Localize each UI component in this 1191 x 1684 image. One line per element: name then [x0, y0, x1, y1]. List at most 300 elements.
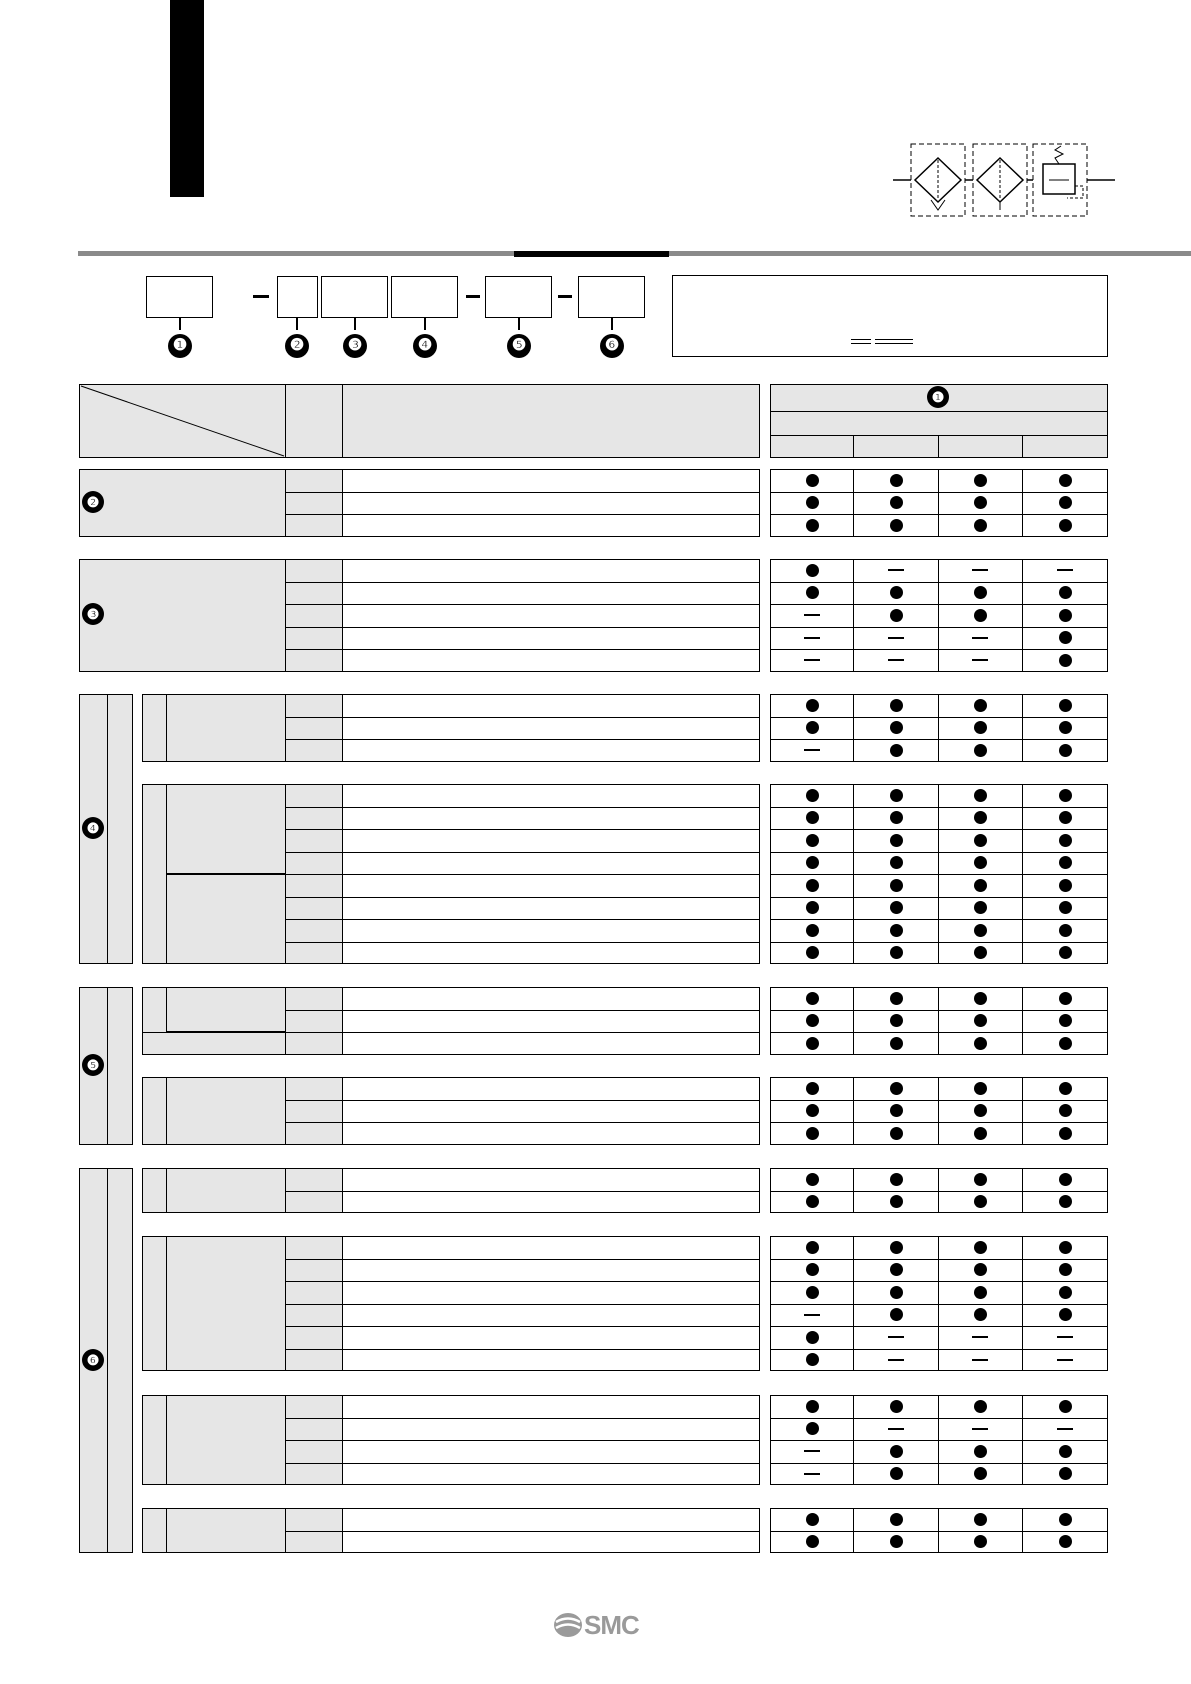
availability-dot-icon [1059, 1513, 1072, 1526]
availability-dot-icon [1059, 946, 1072, 959]
availability-dot-icon [974, 519, 987, 532]
unavailable-dash-icon [1057, 569, 1073, 571]
section-sub-cell [107, 694, 133, 964]
availability-dot-icon [890, 946, 903, 959]
availability-dot-icon [1059, 856, 1072, 869]
availability-dot-icon [806, 1104, 819, 1117]
availability-dot-icon [806, 1400, 819, 1413]
note-underline [851, 343, 871, 344]
group-label-cell [166, 1077, 286, 1145]
row-rule [285, 627, 760, 628]
availability-dot-icon [1059, 519, 1072, 532]
row-rule [770, 1191, 1108, 1192]
grid-col-rule [1022, 559, 1023, 672]
row-rule [285, 1326, 760, 1327]
row-rule [285, 852, 760, 853]
header-col-rule [938, 435, 939, 458]
unavailable-dash-icon [972, 569, 988, 571]
row-rule [770, 874, 1108, 875]
symbol-grid [770, 559, 1108, 672]
availability-dot-icon [1059, 1173, 1072, 1186]
row-rule [285, 942, 760, 943]
row-rule [285, 897, 760, 898]
availability-dot-icon [806, 564, 819, 577]
row-rule [770, 897, 1108, 898]
header-col-rule [853, 435, 854, 458]
availability-dot-icon [890, 1513, 903, 1526]
availability-dot-icon [1059, 654, 1072, 667]
availability-dot-icon [1059, 1014, 1072, 1027]
section-marker: ❹ [82, 817, 104, 839]
availability-dot-icon [890, 811, 903, 824]
availability-dot-icon [1059, 834, 1072, 847]
availability-dot-icon [890, 879, 903, 892]
description-column [342, 1077, 760, 1145]
group-sub-tab [142, 694, 167, 762]
availability-dot-icon [974, 1513, 987, 1526]
availability-dot-icon [806, 789, 819, 802]
group-sub-tab [142, 784, 167, 964]
group-label-cell [166, 1395, 286, 1485]
availability-dot-icon [974, 586, 987, 599]
header-rule [770, 411, 1108, 412]
availability-dot-icon [806, 586, 819, 599]
row-rule [770, 1531, 1108, 1532]
row-rule [285, 1349, 760, 1350]
section-sub-cell [107, 1168, 133, 1553]
unavailable-dash-icon [972, 1359, 988, 1361]
availability-dot-icon [974, 609, 987, 622]
grid-col-rule [853, 1077, 854, 1145]
group-label-cell [166, 1236, 286, 1371]
availability-dot-icon [890, 789, 903, 802]
code-connector [611, 318, 613, 330]
grid-col-rule [1022, 1077, 1023, 1145]
availability-dot-icon [974, 1173, 987, 1186]
section-marker: ❸ [82, 603, 104, 625]
group-sub-tab [142, 1077, 167, 1145]
availability-dot-icon [806, 1082, 819, 1095]
availability-dot-icon [890, 1263, 903, 1276]
availability-dot-icon [806, 992, 819, 1005]
code-column [285, 987, 343, 1055]
availability-dot-icon [806, 1331, 819, 1344]
availability-dot-icon [1059, 992, 1072, 1005]
availability-dot-icon [890, 474, 903, 487]
availability-dot-icon [1059, 1082, 1072, 1095]
row-rule [285, 1100, 760, 1101]
code-separator [253, 295, 269, 298]
code-marker-3: ❸ [343, 334, 367, 358]
availability-dot-icon [974, 834, 987, 847]
unavailable-dash-icon [804, 1314, 820, 1316]
availability-dot-icon [1059, 1467, 1072, 1480]
grid-col-rule [853, 559, 854, 672]
unavailable-dash-icon [804, 1450, 820, 1452]
availability-dot-icon [806, 1037, 819, 1050]
row-rule [770, 1463, 1108, 1464]
code-marker-2: ❷ [285, 334, 309, 358]
availability-dot-icon [1059, 609, 1072, 622]
row-rule [770, 739, 1108, 740]
availability-dot-icon [890, 609, 903, 622]
availability-dot-icon [806, 1014, 819, 1027]
availability-dot-icon [974, 901, 987, 914]
code-column [285, 559, 343, 672]
table-header-description [342, 384, 760, 458]
row-rule [770, 717, 1108, 718]
row-rule [770, 1010, 1108, 1011]
column-group-marker: ❶ [927, 386, 949, 408]
availability-dot-icon [974, 789, 987, 802]
grid-col-rule [853, 987, 854, 1055]
availability-dot-icon [974, 1127, 987, 1140]
availability-dot-icon [890, 699, 903, 712]
section-rule-accent [514, 251, 669, 257]
code-marker-5: ❺ [507, 334, 531, 358]
section-marker: ❻ [82, 1349, 104, 1371]
header-col-rule [1022, 435, 1023, 458]
row-rule [285, 492, 760, 493]
footer-logo-text: SMC [584, 1610, 639, 1640]
row-rule [770, 1259, 1108, 1260]
code-box-3 [321, 276, 388, 318]
row-rule [770, 942, 1108, 943]
description-column [342, 559, 760, 672]
row-rule [770, 1032, 1108, 1033]
availability-dot-icon [806, 1263, 819, 1276]
availability-dot-icon [806, 924, 819, 937]
availability-dot-icon [1059, 1195, 1072, 1208]
code-box-6 [578, 276, 645, 318]
row-rule [770, 1440, 1108, 1441]
group-label-cell [166, 1168, 286, 1213]
description-column [342, 987, 760, 1055]
availability-dot-icon [1059, 1308, 1072, 1321]
availability-dot-icon [974, 1445, 987, 1458]
availability-dot-icon [890, 1195, 903, 1208]
availability-dot-icon [974, 1037, 987, 1050]
row-rule [285, 1418, 760, 1419]
unavailable-dash-icon [1057, 1428, 1073, 1430]
availability-dot-icon [974, 811, 987, 824]
row-rule [285, 604, 760, 605]
group-sub-tab [142, 1395, 167, 1485]
availability-dot-icon [806, 474, 819, 487]
availability-dot-icon [890, 744, 903, 757]
row-rule [285, 1010, 760, 1011]
smc-logo-icon [552, 1611, 584, 1639]
row-rule [285, 717, 760, 718]
availability-dot-icon [974, 924, 987, 937]
code-column [285, 469, 343, 537]
availability-dot-icon [974, 1263, 987, 1276]
availability-dot-icon [806, 901, 819, 914]
availability-dot-icon [890, 1104, 903, 1117]
availability-dot-icon [974, 1241, 987, 1254]
unavailable-dash-icon [804, 659, 820, 661]
section-sub-cell [107, 987, 133, 1145]
availability-dot-icon [806, 519, 819, 532]
availability-dot-icon [974, 699, 987, 712]
row-rule [285, 1304, 760, 1305]
grid-col-rule [938, 987, 939, 1055]
availability-dot-icon [974, 1195, 987, 1208]
availability-dot-icon [806, 1241, 819, 1254]
availability-dot-icon [1059, 1400, 1072, 1413]
unavailable-dash-icon [888, 637, 904, 639]
availability-dot-icon [890, 1014, 903, 1027]
unavailable-dash-icon [972, 1428, 988, 1430]
group-label-cell [166, 1508, 286, 1553]
availability-dot-icon [806, 811, 819, 824]
availability-dot-icon [890, 924, 903, 937]
row-rule [285, 807, 760, 808]
section-label-cell [79, 559, 286, 672]
unavailable-dash-icon [804, 637, 820, 639]
grid-col-rule [853, 694, 854, 762]
code-box-2 [277, 276, 318, 318]
code-separator [466, 295, 480, 298]
unavailable-dash-icon [972, 637, 988, 639]
availability-dot-icon [890, 1286, 903, 1299]
row-rule [285, 582, 760, 583]
row-rule [285, 1191, 760, 1192]
availability-dot-icon [806, 1422, 819, 1435]
availability-dot-icon [890, 1082, 903, 1095]
availability-dot-icon [890, 1535, 903, 1548]
grid-col-rule [1022, 987, 1023, 1055]
availability-dot-icon [974, 1535, 987, 1548]
table-header-code [285, 384, 343, 458]
unavailable-dash-icon [1057, 1359, 1073, 1361]
section-marker: ❷ [82, 491, 104, 513]
availability-dot-icon [890, 856, 903, 869]
availability-dot-icon [974, 1014, 987, 1027]
row-rule [285, 874, 760, 875]
group-label-cell [166, 874, 286, 964]
availability-dot-icon [1059, 721, 1072, 734]
unavailable-dash-icon [804, 614, 820, 616]
availability-dot-icon [1059, 1445, 1072, 1458]
availability-dot-icon [974, 992, 987, 1005]
section-label-cell [79, 469, 286, 537]
row-rule [285, 1259, 760, 1260]
row-rule [770, 492, 1108, 493]
availability-dot-icon [806, 856, 819, 869]
row-rule [770, 807, 1108, 808]
availability-dot-icon [890, 901, 903, 914]
availability-dot-icon [974, 1104, 987, 1117]
header-rule [770, 435, 1108, 436]
availability-dot-icon [890, 1467, 903, 1480]
note-underline [875, 343, 913, 344]
availability-dot-icon [1059, 811, 1072, 824]
code-connector [424, 318, 426, 330]
code-separator [558, 295, 572, 298]
availability-dot-icon [890, 1445, 903, 1458]
availability-dot-icon [1059, 496, 1072, 509]
availability-dot-icon [806, 496, 819, 509]
row-rule [285, 1463, 760, 1464]
grid-col-rule [938, 1077, 939, 1145]
symbol-grid [770, 987, 1108, 1055]
row-rule [285, 514, 760, 515]
availability-dot-icon [1059, 1037, 1072, 1050]
note-box [672, 275, 1108, 357]
symbol-grid [770, 1077, 1108, 1145]
availability-dot-icon [806, 879, 819, 892]
availability-dot-icon [806, 1173, 819, 1186]
chapter-tab [170, 0, 204, 197]
code-box-4 [391, 276, 458, 318]
group-label-cell [166, 694, 286, 762]
availability-dot-icon [890, 1400, 903, 1413]
row-rule [285, 829, 760, 830]
availability-dot-icon [806, 1127, 819, 1140]
availability-dot-icon [1059, 474, 1072, 487]
availability-dot-icon [1059, 789, 1072, 802]
code-column [285, 1077, 343, 1145]
availability-dot-icon [806, 721, 819, 734]
availability-dot-icon [1059, 901, 1072, 914]
code-marker-4: ❹ [413, 334, 437, 358]
group-label-cell [166, 784, 286, 874]
description-column [342, 694, 760, 762]
unavailable-dash-icon [888, 1336, 904, 1338]
availability-dot-icon [1059, 631, 1072, 644]
availability-dot-icon [974, 1467, 987, 1480]
availability-dot-icon [1059, 586, 1072, 599]
section-marker: ❺ [82, 1054, 104, 1076]
unavailable-dash-icon [804, 1473, 820, 1475]
grid-col-rule [1022, 694, 1023, 762]
code-connector [179, 318, 181, 330]
availability-dot-icon [806, 1535, 819, 1548]
availability-dot-icon [890, 1173, 903, 1186]
availability-dot-icon [806, 1195, 819, 1208]
code-marker-1: ❶ [168, 334, 192, 358]
grid-col-rule [853, 469, 854, 537]
code-connector [354, 318, 356, 330]
availability-dot-icon [974, 1082, 987, 1095]
row-rule [770, 1100, 1108, 1101]
availability-dot-icon [806, 1286, 819, 1299]
availability-dot-icon [974, 1286, 987, 1299]
availability-dot-icon [806, 1353, 819, 1366]
availability-dot-icon [890, 1127, 903, 1140]
row-rule [770, 514, 1108, 515]
grid-col-rule [938, 559, 939, 672]
unavailable-dash-icon [972, 659, 988, 661]
availability-dot-icon [974, 856, 987, 869]
availability-dot-icon [890, 519, 903, 532]
availability-dot-icon [890, 1037, 903, 1050]
availability-dot-icon [890, 1308, 903, 1321]
group-sub-tab [142, 1168, 167, 1213]
row-rule [285, 1122, 760, 1123]
row-rule [285, 1440, 760, 1441]
row-rule [285, 919, 760, 920]
unavailable-dash-icon [1057, 1336, 1073, 1338]
availability-dot-icon [1059, 1127, 1072, 1140]
row-rule [770, 1281, 1108, 1282]
symbol-grid [770, 469, 1108, 537]
description-column [342, 469, 760, 537]
code-connector [296, 318, 298, 330]
code-box-1 [146, 276, 213, 318]
row-rule [770, 1122, 1108, 1123]
row-rule [770, 627, 1108, 628]
availability-dot-icon [890, 992, 903, 1005]
grid-col-rule [1022, 469, 1023, 537]
grid-col-rule [938, 694, 939, 762]
row-rule [285, 1531, 760, 1532]
availability-dot-icon [974, 1400, 987, 1413]
row-rule [770, 1304, 1108, 1305]
group-sub-tab [142, 1508, 167, 1553]
row-rule [770, 919, 1108, 920]
availability-dot-icon [890, 586, 903, 599]
availability-dot-icon [974, 721, 987, 734]
availability-dot-icon [1059, 924, 1072, 937]
row-rule [285, 1281, 760, 1282]
availability-dot-icon [1059, 1286, 1072, 1299]
group-label-cell [142, 1032, 286, 1055]
availability-dot-icon [1059, 744, 1072, 757]
availability-dot-icon [1059, 879, 1072, 892]
availability-dot-icon [806, 834, 819, 847]
row-rule [770, 1326, 1108, 1327]
availability-dot-icon [806, 1513, 819, 1526]
availability-dot-icon [974, 744, 987, 757]
availability-dot-icon [974, 496, 987, 509]
row-rule [770, 829, 1108, 830]
row-rule [770, 1418, 1108, 1419]
row-rule [285, 1032, 760, 1033]
grid-col-rule [938, 469, 939, 537]
availability-dot-icon [806, 946, 819, 959]
unavailable-dash-icon [888, 1359, 904, 1361]
availability-dot-icon [974, 946, 987, 959]
availability-dot-icon [890, 496, 903, 509]
row-rule [770, 852, 1108, 853]
row-rule [285, 649, 760, 650]
availability-dot-icon [974, 474, 987, 487]
code-connector [518, 318, 520, 330]
row-rule [770, 1349, 1108, 1350]
unavailable-dash-icon [804, 749, 820, 751]
availability-dot-icon [890, 1241, 903, 1254]
unavailable-dash-icon [972, 1336, 988, 1338]
group-sub-tab [142, 1236, 167, 1371]
availability-dot-icon [1059, 699, 1072, 712]
availability-dot-icon [890, 721, 903, 734]
availability-dot-icon [1059, 1104, 1072, 1117]
availability-dot-icon [806, 699, 819, 712]
circuit-symbol-icon [893, 138, 1115, 222]
availability-dot-icon [1059, 1241, 1072, 1254]
row-rule [285, 739, 760, 740]
availability-dot-icon [1059, 1535, 1072, 1548]
availability-dot-icon [1059, 1263, 1072, 1276]
unavailable-dash-icon [888, 569, 904, 571]
code-column [285, 694, 343, 762]
unavailable-dash-icon [888, 659, 904, 661]
header-diagonal [79, 384, 286, 458]
group-label-cell [166, 987, 286, 1032]
symbol-grid [770, 694, 1108, 762]
